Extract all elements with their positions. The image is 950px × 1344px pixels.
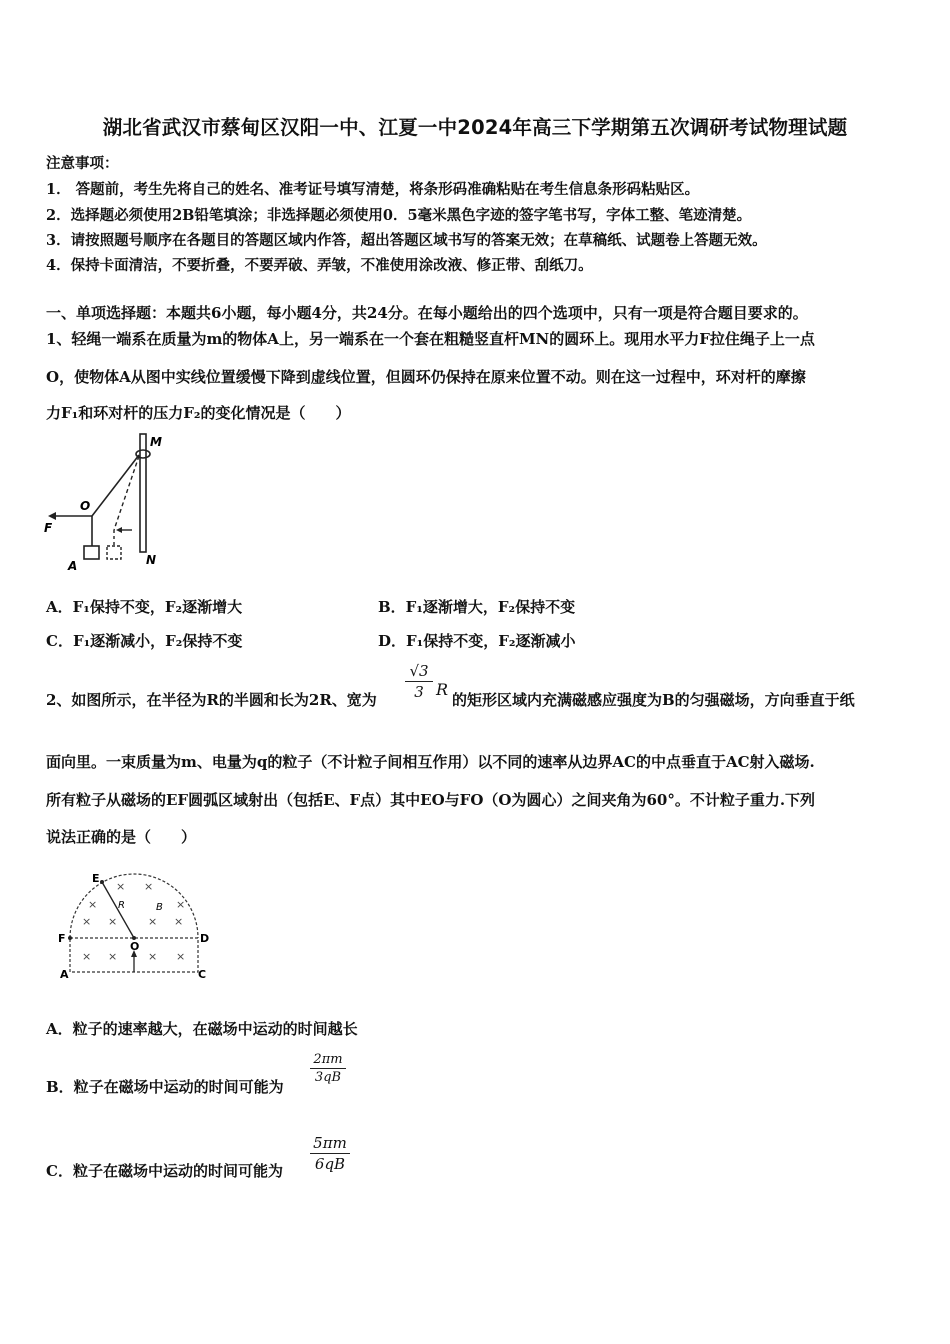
cross: ×	[148, 950, 158, 963]
q1-option-d: D．F₁保持不变，F₂逐渐减小	[378, 632, 576, 650]
label-f: F	[44, 521, 53, 535]
q2-width-fraction-num: √3	[409, 662, 429, 680]
q2-option-b-fraction	[310, 1052, 346, 1085]
label-m: M	[150, 435, 162, 449]
q2-width-fraction-tail: R	[436, 680, 449, 699]
label-o: O	[130, 940, 140, 953]
section-heading: 一、单项选择题：本题共6小题，每小题4分，共24分。在每小题给出的四个选项中，只有一项是符合题目要求的。	[46, 304, 808, 322]
label-d: D	[200, 932, 210, 945]
cross: ×	[82, 915, 92, 928]
q1-stem-line-3: 力F₁和环对杆的压力F₂的变化情况是（ ）	[46, 404, 351, 422]
notice-item-1: 1． 答题前，考生先将自己的姓名、准考证号填写清楚，将条形码准确粘贴在考生信息条形码粘贴区。	[46, 181, 700, 198]
q2-figure	[56, 868, 212, 984]
label-o: O	[80, 499, 91, 513]
label-c: C	[198, 968, 207, 981]
rope-dashed	[114, 456, 139, 530]
rope-solid	[92, 455, 139, 516]
label-n: N	[146, 553, 157, 567]
force-arrowhead	[48, 512, 56, 520]
notice-item-2: 2．选择题必须使用2B铅笔填涂；非选择题必须使用0．5毫米黑色字迹的签字笔书写，字体工整、笔迹清楚。	[46, 207, 752, 224]
q2-stem-line-1b: 的矩形区域内充满磁感应强度为B的匀强磁场，方向垂直于纸	[452, 691, 855, 709]
cross: ×	[116, 880, 126, 893]
notice-heading: 注意事项：	[46, 155, 119, 172]
rod-mn	[140, 434, 146, 552]
cross: ×	[144, 880, 154, 893]
q2-option-c-fraction	[310, 1134, 350, 1173]
q2-stem-line-4: 说法正确的是（ ）	[46, 828, 197, 846]
q2-option-c-fraction-num: 5πm	[313, 1134, 347, 1152]
cross: ×	[108, 915, 118, 928]
cross: ×	[174, 915, 184, 928]
block-a-dashed	[107, 546, 121, 559]
cross: ×	[176, 898, 186, 911]
q1-option-b: B．F₁逐渐增大，F₂保持不变	[378, 598, 576, 616]
block-a	[84, 546, 99, 559]
q2-width-fraction	[405, 662, 433, 701]
cross: ×	[108, 950, 118, 963]
q2-option-b-fraction-num: 2πm	[313, 1052, 343, 1067]
q2-stem-line-3: 所有粒子从磁场的EF圆弧区域射出（包括E、F点）其中EO与FO（O为圆心）之间夹角为60°。不计粒子重力.下列	[46, 791, 816, 809]
q1-stem-line-1: 1、轻绳一端系在质量为m的物体A上，另一端系在一个套在粗糙竖直杆MN的圆环上。现用水平力F拉住绳子上一点	[46, 330, 815, 348]
label-f: F	[58, 932, 66, 945]
q2-stem-line-1a: 2、如图所示，在半径为R的半圆和长为2R、宽为	[46, 691, 377, 709]
label-a: A	[60, 968, 69, 981]
notice-item-3: 3．请按照题号顺序在各题目的答题区域内作答，超出答题区域书写的答案无效；在草稿纸、试题卷上答题无效。	[46, 232, 767, 249]
q1-option-c: C．F₁逐渐减小，F₂保持不变	[46, 632, 243, 650]
cross: ×	[82, 950, 92, 963]
cross: ×	[176, 950, 186, 963]
q2-option-c-fraction-den: 6qB	[314, 1155, 346, 1173]
notice-item-4: 4．保持卡面清洁，不要折叠，不要弄破、弄皱，不准使用涂改液、修正带、刮纸刀。	[46, 257, 593, 274]
q1-figure	[40, 428, 180, 574]
label-r: R	[118, 900, 125, 911]
q2-option-a: A．粒子的速率越大，在磁场中运动的时间越长	[46, 1020, 358, 1038]
page-title: 湖北省武汉市蔡甸区汉阳一中、江夏一中2024年高三下学期第五次调研考试物理试题	[102, 116, 848, 139]
q1-stem-line-2: O，使物体A从图中实线位置缓慢下降到虚线位置，但圆环仍保持在原来位置不动。则在这一过程中，环对杆的摩擦	[46, 368, 806, 386]
q2-stem-line-2: 面向里。一束质量为m、电量为q的粒子（不计粒子间相互作用）以不同的速率从边界AC的中点垂直于AC射入磁场.	[46, 753, 815, 771]
label-e: E	[92, 872, 100, 885]
label-b: B	[156, 902, 163, 913]
cross: ×	[148, 915, 158, 928]
q1-option-a: A．F₁保持不变，F₂逐渐增大	[46, 598, 243, 616]
q2-width-fraction-den: 3	[414, 683, 424, 701]
label-a: A	[68, 559, 78, 573]
q2-option-c: C．粒子在磁场中运动的时间可能为	[46, 1162, 283, 1180]
q2-option-b-fraction-den: 3qB	[314, 1070, 342, 1085]
q2-option-b: B．粒子在磁场中运动的时间可能为	[46, 1078, 284, 1096]
cross: ×	[88, 898, 98, 911]
